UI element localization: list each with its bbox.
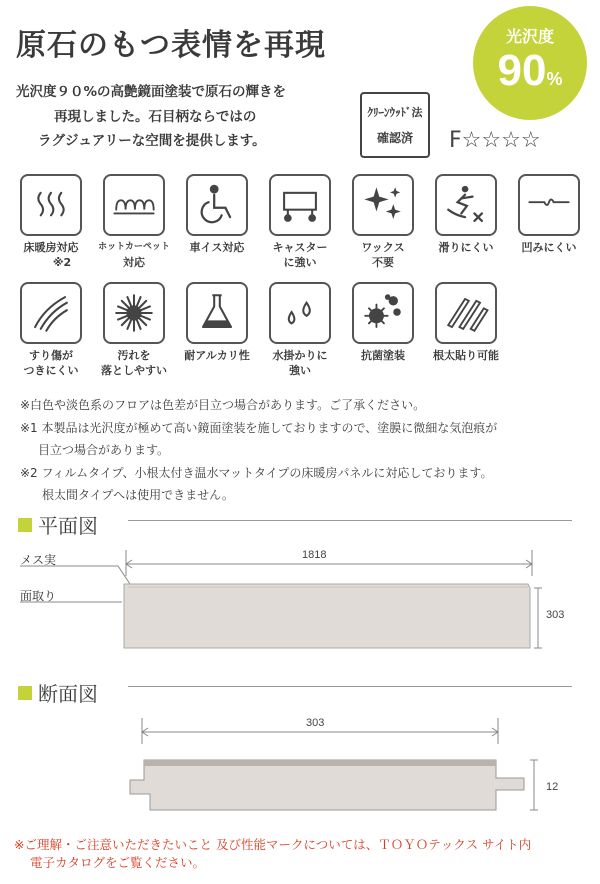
joist-installation-icon — [435, 282, 497, 344]
scratch-resistant-icon — [20, 282, 82, 344]
plan-view-heading: 平面図 — [18, 510, 98, 539]
note-line: 根太間タイプへは使用できません。 — [42, 488, 234, 502]
f-star-rating: F☆☆☆☆ — [449, 128, 541, 153]
heading-marker — [18, 686, 32, 700]
slip-resistant-icon — [435, 174, 497, 236]
wax-free-icon — [352, 174, 414, 236]
note-line: ※2 フィルムタイプ、小根太付き温水マットタイプの床暖房パネルに対応しております。 — [20, 465, 493, 480]
feature-caption: 凹みにくい — [521, 241, 577, 254]
certification-line2: 確認済 — [376, 131, 413, 145]
feature-caption: ホットカーペット 対応 — [98, 242, 170, 269]
feature-caption: 水掛かりに 強い — [272, 349, 328, 377]
feature-caption: すり傷が つきにくい — [23, 349, 79, 377]
feature-caption: キャスター に強い — [272, 241, 328, 269]
stain-removal-icon — [103, 282, 165, 344]
gloss-value-wrap — [473, 46, 587, 96]
description-line: 光沢度９０%の高艶鏡面塗装で原石の輝きを — [16, 84, 287, 100]
gloss-value: 90 — [497, 46, 547, 95]
divider — [128, 686, 572, 687]
section-thickness-dimension: 12 — [546, 781, 559, 793]
footer-notice — [14, 836, 531, 872]
feature-caption: ワックス 不要 — [361, 241, 405, 269]
antibacterial-icon — [352, 282, 414, 344]
section-view-heading: 断面図 — [18, 678, 98, 707]
feature-caption: 耐アルカリ性 — [184, 349, 250, 362]
alkali-resistant-icon — [186, 282, 248, 344]
divider — [128, 520, 572, 521]
clean-wood-certification-badge — [360, 92, 430, 158]
feature-caption: 車イス対応 — [189, 241, 245, 254]
water-resistant-icon — [269, 282, 331, 344]
note-line: ※1 本製品は光沢度が極めて高い鏡面塗装を施しておりますので、塗膜に微細な気泡痕が — [20, 420, 498, 435]
plan-length-dimension: 1818 — [302, 549, 327, 561]
page-title: 原石のもつ表情を再現 — [16, 28, 326, 63]
dent-resistant-icon — [518, 174, 580, 236]
description-line: ラグジュアリーな空間を提供します。 — [38, 133, 266, 149]
feature-caption: 汚れを 落としやすい — [101, 349, 167, 377]
wheelchair-icon — [186, 174, 248, 236]
plan-view-drawing — [0, 540, 600, 660]
tongue-label: メス実 — [20, 553, 57, 567]
feature-caption: 滑りにくい — [438, 241, 494, 254]
note-line: 目立つ場合があります。 — [38, 443, 170, 457]
section-width-dimension: 303 — [306, 717, 325, 729]
gloss-label: 光沢度 — [505, 27, 554, 46]
gloss-badge — [473, 6, 587, 120]
description-line: 再現しました。石目柄ならではの — [54, 108, 257, 125]
hot-carpet-icon — [103, 174, 165, 236]
floor-heating-icon — [20, 174, 82, 236]
description — [16, 80, 286, 154]
footer-line: ※ご理解・ご注意いただきたいこと 及び性能マークについては、ＴＯＹＯテックス サイト内 — [14, 837, 532, 852]
plan-width-dimension: 303 — [546, 609, 565, 621]
chamfer-label: 面取り — [20, 589, 57, 603]
certification-line1: ｸﾘｰﾝｳｯﾄﾞ法 — [367, 106, 423, 119]
caster-icon — [269, 174, 331, 236]
feature-caption: 根太貼り可能 — [433, 349, 499, 362]
note-line: ※白色や淡色系のフロアは色差が目立つ場合があります。ご了承ください。 — [20, 398, 426, 412]
heading-marker — [18, 518, 32, 532]
gloss-unit: % — [546, 69, 563, 89]
feature-caption: 抗菌塗装 — [361, 349, 405, 362]
notes — [20, 394, 497, 507]
feature-caption: 床暖房対応 ※2 — [23, 241, 79, 269]
footer-line: 電子カタログをご覧ください。 — [30, 855, 206, 870]
section-view-drawing — [0, 700, 600, 830]
